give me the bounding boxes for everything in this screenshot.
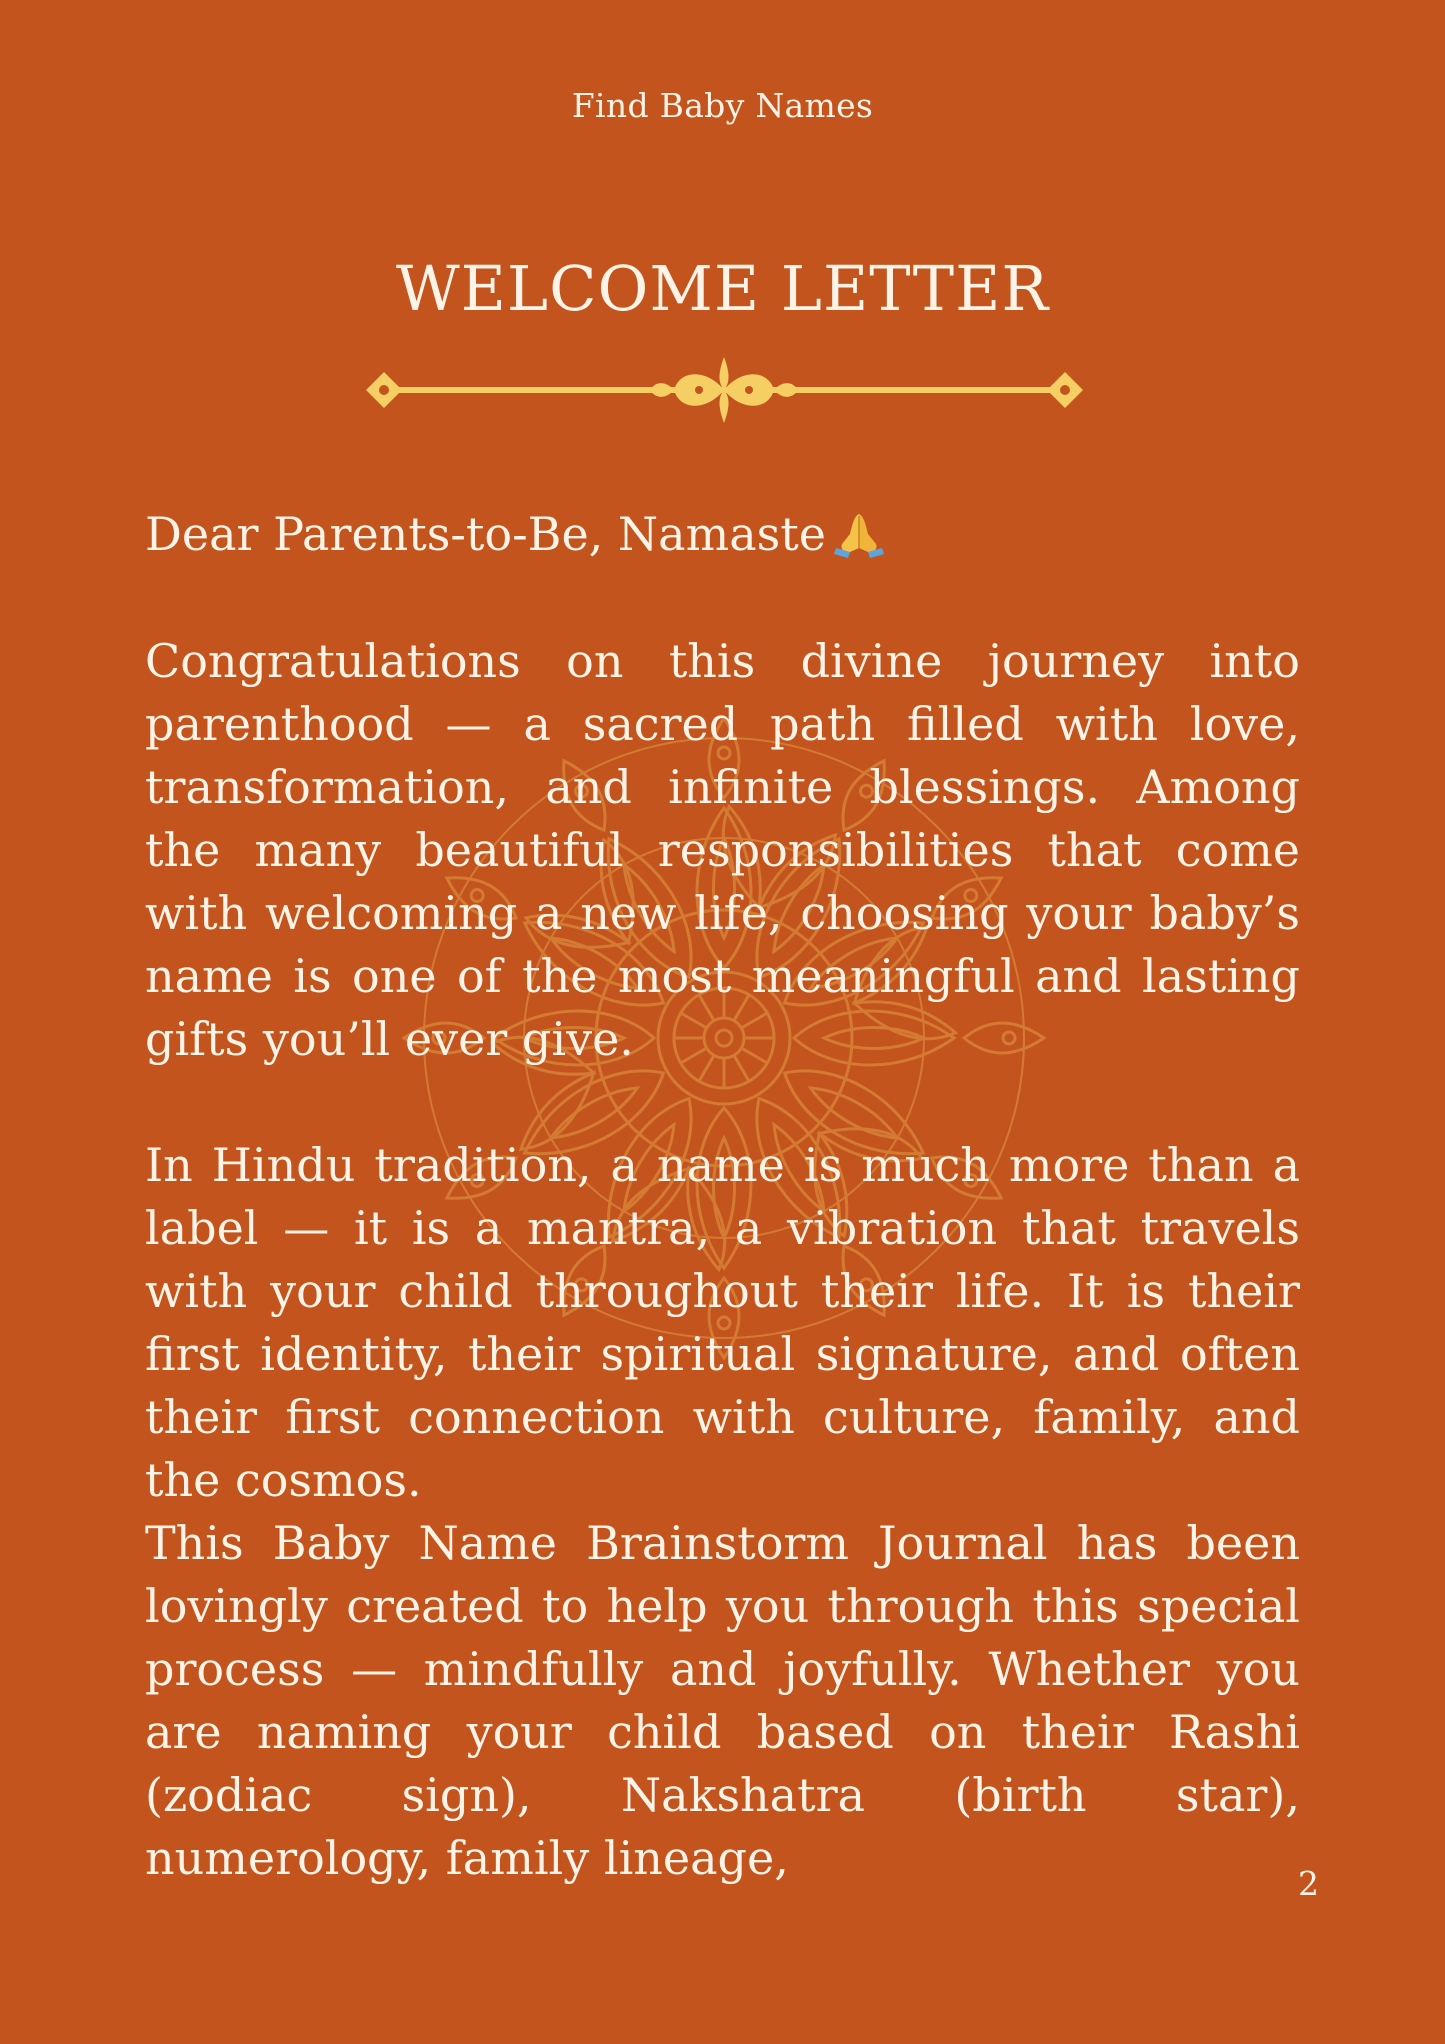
letter-greeting	[145, 503, 1300, 566]
folded-hands-icon	[832, 508, 886, 558]
ornamental-divider-icon	[362, 355, 1087, 427]
letter-paragraph-3: This Baby Name Brainstorm Journal has been lovingly created to help you through this special process — mindfully and joyfully. Whether you are naming your child based on their Rashi (zodiac sign), Nakshatra (birth star), numerology, family lineage,	[145, 1516, 1300, 1885]
letter-paragraph-1: Congratulations on this divine journey into parenthood — a sacred path filled with love, transformation, and infinite blessings. Among the many beautiful responsibilities that come with welcoming a new life, choosing your baby’s name is one of the most meaningful and lasting gifts you’ll ever give.	[145, 634, 1300, 1066]
letter-paragraph-2: In Hindu tradition, a name is much more than a label — it is a mantra, a vibration that travels with your child throughout their life. It is their first identity, their spiritual signature, and often their first connection with culture, family, and the cosmos.	[145, 1138, 1300, 1507]
page-title: WELCOME LETTER	[395, 252, 1050, 325]
header-site-name: Find Baby Names	[571, 86, 874, 125]
page-number: 2	[1298, 1864, 1319, 1903]
greeting-text: Dear Parents-to-Be, Namaste	[145, 507, 826, 561]
